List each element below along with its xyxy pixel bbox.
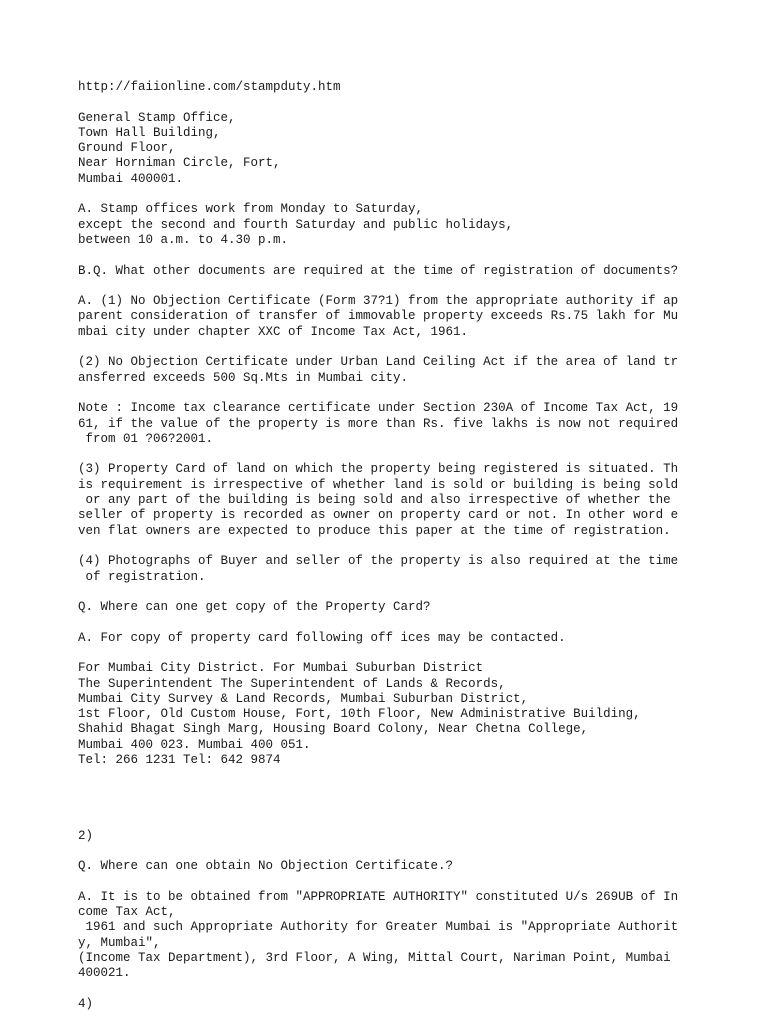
text-line: ven flat owners are expected to produce this paper at the time of registration.: [78, 523, 671, 538]
text-line: A. (1) No Objection Certificate (Form 37?1) from the appropriate authority if ap: [78, 294, 679, 309]
text-line: of registration.: [78, 569, 206, 584]
text-line: from 01 ?06?2001.: [78, 431, 214, 446]
paragraph: [78, 264, 758, 279]
paragraph: [78, 661, 758, 768]
paragraph: [78, 401, 758, 447]
text-line: Mumbai 400001.: [78, 171, 184, 186]
text-line: ansferred exceeds 500 Sq.Mts in Mumbai city.: [78, 370, 409, 385]
text-line: come Tax Act,: [78, 905, 176, 920]
paragraph: [78, 631, 758, 646]
section-spacer: [78, 784, 758, 829]
text-line: is requirement is irrespective of whether land is sold or building is being sold: [78, 477, 679, 492]
paragraph: [78, 111, 758, 187]
paragraph: [78, 80, 758, 95]
text-line: (2) No Objection Certificate under Urban Land Ceiling Act if the area of land tr: [78, 355, 679, 370]
paragraph: [78, 997, 758, 1012]
paragraph: [78, 600, 758, 615]
paragraph: [78, 355, 758, 386]
text-line: A. Stamp offices work from Monday to Saturday,: [78, 202, 424, 217]
paragraph: [78, 890, 758, 982]
text-line: Ground Floor,: [78, 141, 176, 156]
document-page: [78, 80, 758, 1028]
paragraph: [78, 554, 758, 585]
text-line: 4): [78, 996, 94, 1011]
paragraph: [78, 829, 758, 844]
text-line: parent consideration of transfer of immovable property exceeds Rs.75 lakh for Mu: [78, 309, 679, 324]
text-line: 1st Floor, Old Custom House, Fort, 10th Floor, New Administrative Building,: [78, 707, 641, 722]
paragraph: [78, 294, 758, 340]
text-line: Q. Where can one obtain No Objection Certificate.?: [78, 859, 454, 874]
text-line: Near Horniman Circle, Fort,: [78, 156, 281, 171]
text-line: seller of property is recorded as owner on property card or not. In other word e: [78, 508, 679, 523]
text-line: B.Q. What other documents are required at the time of registration of documents?: [78, 263, 679, 278]
text-line: between 10 a.m. to 4.30 p.m.: [78, 232, 289, 247]
text-line: mbai city under chapter XXC of Income Tax Act, 1961.: [78, 324, 469, 339]
text-line: The Superintendent The Superintendent of Lands & Records,: [78, 676, 506, 691]
text-line: Mumbai 400 023. Mumbai 400 051.: [78, 737, 311, 752]
text-line: A. For copy of property card following off ices may be contacted.: [78, 630, 566, 645]
text-line: 1961 and such Appropriate Authority for Greater Mumbai is "Appropriate Authorit: [78, 920, 679, 935]
text-line: Shahid Bhagat Singh Marg, Housing Board Colony, Near Chetna College,: [78, 722, 589, 737]
text-line: (4) Photographs of Buyer and seller of the property is also required at the time: [78, 554, 679, 569]
text-line: (3) Property Card of land on which the property being registered is situated. Th: [78, 462, 679, 477]
text-line: Tel: 266 1231 Tel: 642 9874: [78, 753, 281, 768]
text-line: A. It is to be obtained from "APPROPRIATE AUTHORITY" constituted U/s 269UB of In: [78, 889, 679, 904]
text-line: For Mumbai City District. For Mumbai Suburban District: [78, 661, 484, 676]
text-line: (Income Tax Department), 3rd Floor, A Wing, Mittal Court, Nariman Point, Mumbai: [78, 951, 671, 966]
text-line: Q. Where can one get copy of the Property Card?: [78, 600, 431, 615]
text-line: except the second and fourth Saturday and public holidays,: [78, 217, 514, 232]
paragraph: [78, 859, 758, 874]
text-line: 400021.: [78, 966, 131, 981]
text-line: http://faiionline.com/stampduty.htm: [78, 80, 341, 94]
text-line: Mumbai City Survey & Land Records, Mumbai Suburban District,: [78, 691, 529, 706]
paragraph: [78, 202, 758, 248]
text-line: Note : Income tax clearance certificate under Section 230A of Income Tax Act, 19: [78, 401, 679, 416]
text-line: 61, if the value of the property is more than Rs. five lakhs is now not required: [78, 416, 679, 431]
text-line: General Stamp Office,: [78, 110, 236, 125]
text-line: or any part of the building is being sold and also irrespective of whether the: [78, 493, 671, 508]
text-line: Town Hall Building,: [78, 125, 221, 140]
paragraph: [78, 462, 758, 538]
text-line: y, Mumbai",: [78, 935, 161, 950]
text-line: 2): [78, 828, 94, 843]
